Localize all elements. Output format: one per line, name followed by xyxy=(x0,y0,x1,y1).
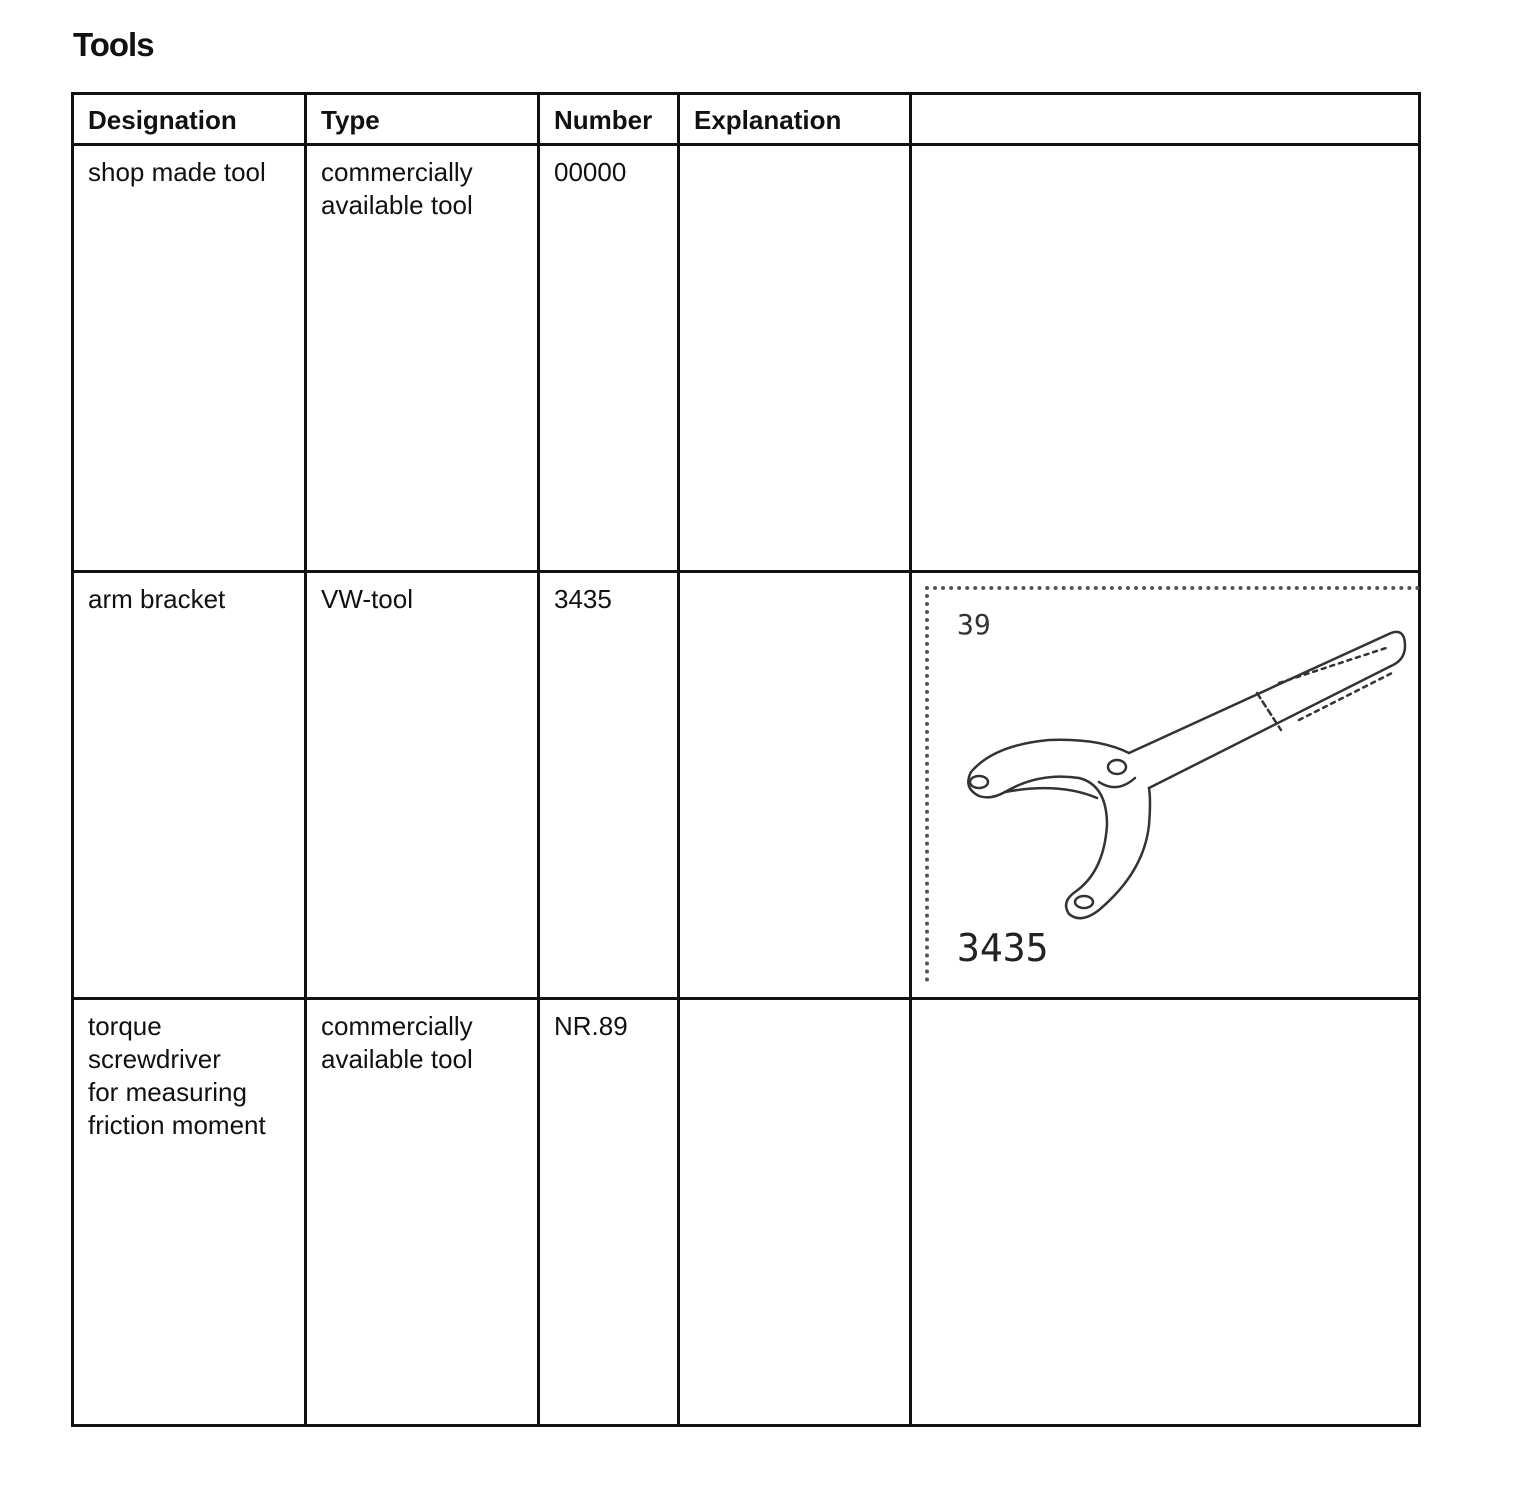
explanation-cell xyxy=(679,572,911,999)
designation-text: for measuring xyxy=(88,1077,247,1107)
designation-text: screwdriver xyxy=(88,1044,221,1074)
illustration-cell xyxy=(911,572,1420,999)
type-cell xyxy=(306,145,539,572)
type-text: VW-tool xyxy=(321,584,413,614)
illustration-cell xyxy=(911,999,1420,1426)
explanation-cell xyxy=(679,999,911,1426)
designation-text: shop made tool xyxy=(88,157,266,187)
figure-reference: 39 xyxy=(957,608,991,641)
number-cell: NR.89 xyxy=(539,999,679,1426)
header-designation: Designation xyxy=(73,94,306,145)
type-cell xyxy=(306,572,539,999)
hook-spanner-wrench-icon xyxy=(939,610,1409,930)
explanation-cell xyxy=(679,145,911,572)
table-row xyxy=(73,999,1420,1426)
table-header-row xyxy=(73,94,1420,145)
figure-tool-number: 3435 xyxy=(957,926,1049,970)
designation-text: friction moment xyxy=(88,1110,266,1140)
page-title: Tools xyxy=(73,26,154,63)
type-text: commercially xyxy=(321,157,473,187)
header-illustration xyxy=(911,94,1420,145)
type-text: available tool xyxy=(321,190,473,220)
number-cell: 3435 xyxy=(539,572,679,999)
designation-cell xyxy=(73,572,306,999)
number-cell: 00000 xyxy=(539,145,679,572)
header-explanation: Explanation xyxy=(679,94,911,145)
type-text: commercially xyxy=(321,1011,473,1041)
designation-cell xyxy=(73,145,306,572)
table-row xyxy=(73,572,1420,999)
type-cell xyxy=(306,999,539,1426)
tools-table xyxy=(71,92,1421,1427)
tool-figure xyxy=(925,586,1420,982)
type-text: available tool xyxy=(321,1044,473,1074)
table-row xyxy=(73,145,1420,572)
header-type: Type xyxy=(306,94,539,145)
header-number: Number xyxy=(539,94,679,145)
designation-text: torque xyxy=(88,1011,162,1041)
designation-text: arm bracket xyxy=(88,584,226,614)
illustration-cell xyxy=(911,145,1420,572)
designation-cell xyxy=(73,999,306,1426)
